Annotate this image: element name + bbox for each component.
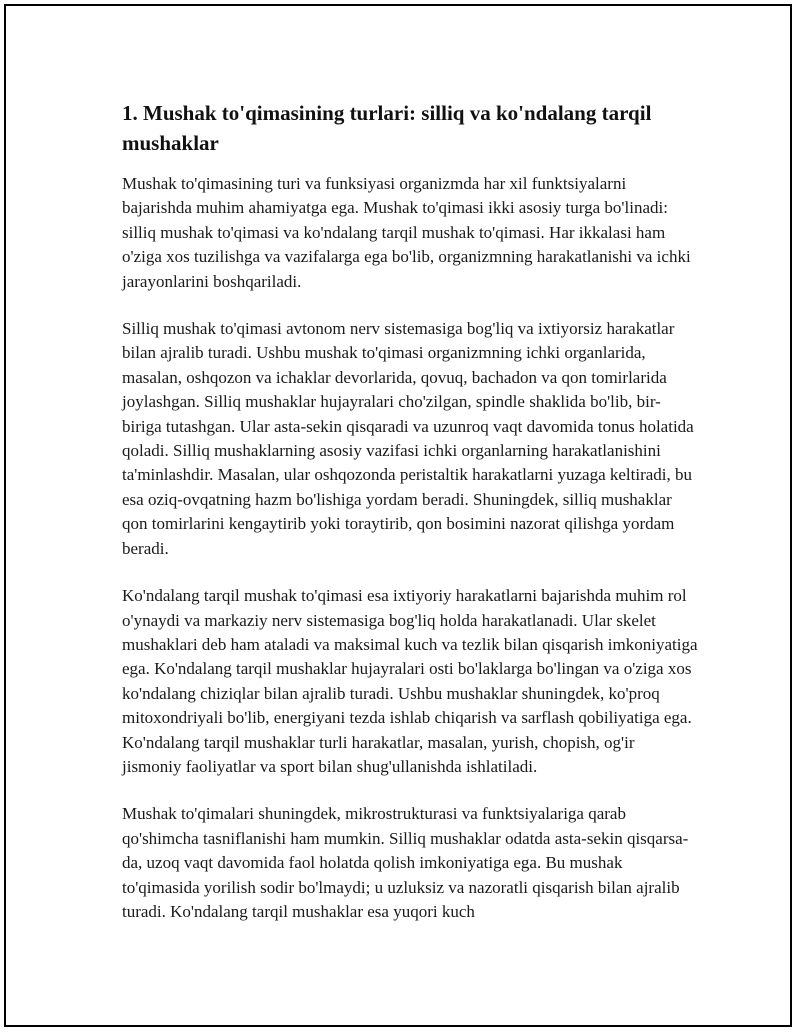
paragraph-classification: Mushak to'qimalari shuningdek, mikrostrukturasi va funktsiyalariga qarab qo'shimcha tasniflanishi ham mumkin. Silliq mushaklar odatda asta-sekin qisqarsa-da, uzoq vaqt davomida faol holatda qolish imkoniyatiga ega. Bu mushak to'qimasida yorilish sodir bo'lmaydi; u uzluksiz va nazoratli qisqarish bilan ajralib turadi. Ko'ndalang tarqil mushaklar esa yuqori kuch: [122, 804, 689, 921]
document-page: [4, 4, 792, 1027]
paragraph-intro: Mushak to'qimasining turi va funksiyasi organizmda har xil funktsiyalarni bajarishda muhim ahamiyatga ega. Mushak to'qimasi ikki asosiy turga bo'linadi: silliq mushak to'qimasi va ko'ndalang tarqil mushak to'qimasi. Har ikkalasi ham o'ziga xos tuzilishga va vazifalarga ega bo'lib, organizmning harakatlanishi va ichki jarayonlarini boshqariladi.: [122, 174, 691, 291]
paragraph-smooth-muscle: Silliq mushak to'qimasi avtonom nerv sistemasiga bog'liq va ixtiyorsiz harakatlar bilan ajralib turadi. Ushbu mushak to'qimasi organizmning ichki organlarida, masalan, oshqozon va ichaklar devorlarida, qovuq, bachadon va qon tomirlarida joylashgan. Silliq mushaklar hujayralari cho'zilgan, spindle shaklida bo'lib, bir-biriga tutashgan. Ular asta-sekin qisqaradi va uzunroq vaqt davomida tonus holatida qoladi. Silliq mushaklarning asosiy vazifasi ichki organlarning harakatlanishini ta'minlashdir. Masalan, ular oshqozonda peristaltik harakatlarni yuzaga keltiradi, bu esa oziq-ovqatning hazm bo'lishiga yordam beradi. Shuningdek, silliq mushaklar qon tomirlarini kengaytirib yoki toraytirib, qon bosimini nazorat qilishga yordam beradi.: [122, 319, 694, 558]
section-heading: 1. Mushak to'qimasining turlari: silliq va ko'ndalang tarqil mushaklar: [122, 101, 652, 155]
document-body: [122, 98, 698, 947]
paragraph-striated-muscle: Ko'ndalang tarqil mushak to'qimasi esa ixtiyoriy harakatlarni bajarishda muhim rol o'ynaydi va markaziy nerv sistemasiga bog'liq holda harakatlanadi. Ular skelet mushaklari deb ham ataladi va maksimal kuch va tezlik bilan qisqarish imkoniyatiga ega. Ko'ndalang tarqil mushaklar hujayralari osti bo'laklarga bo'lingan va o'ziga xos ko'ndalang chiziqlar bilan ajralib turadi. Ushbu mushaklar shuningdek, ko'proq mitoxondriyali bo'lib, energiyani tezda ishlab chiqarish va sarflash qobiliyatiga ega. Ko'ndalang tarqil mushaklar turli harakatlar, masalan, yurish, chopish, og'ir jismoniy faoliyatlar va sport bilan shug'ullanishda ishlatiladi.: [122, 586, 698, 776]
